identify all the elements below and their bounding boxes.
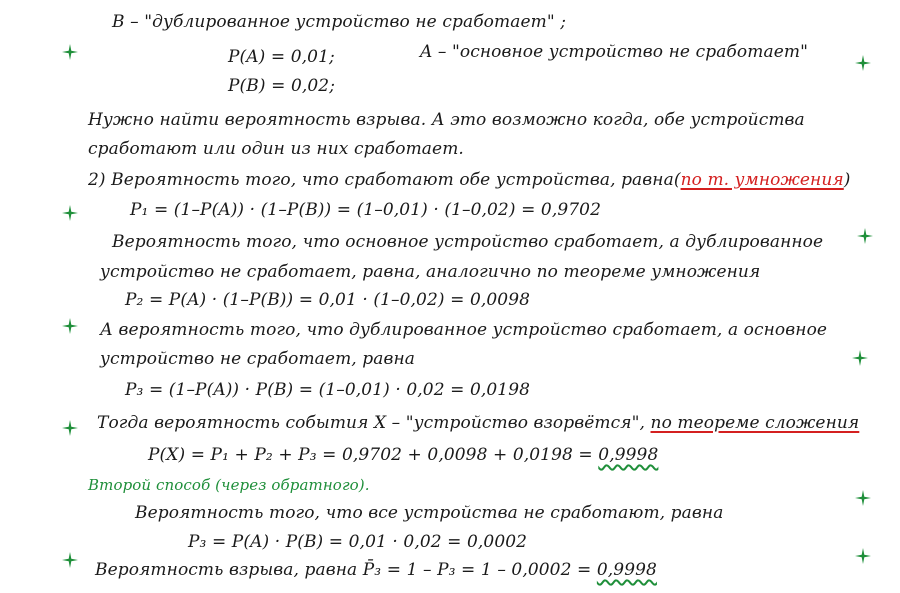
formula-p2: P₂ = P(A) · (1–P(B)) = 0,01 · (1–0,02) = 0,0098 bbox=[125, 290, 531, 310]
line-event-x bbox=[97, 413, 859, 433]
line-none-work: Вероятность того, что все устройства не сработают, равна bbox=[135, 503, 724, 523]
green-four-point-star-icon bbox=[62, 552, 78, 568]
line-dup-works: А вероятность того, что дублированное устройство сработает, а основное bbox=[100, 320, 828, 340]
formula-px bbox=[148, 445, 658, 465]
line-prob-b: P(B) = 0,02; bbox=[228, 76, 336, 96]
second-method-heading: Второй способ (через обратного). bbox=[88, 476, 370, 494]
line-main-works: Вероятность того, что основное устройство сработает, а дублированное bbox=[112, 232, 824, 252]
green-four-point-star-icon bbox=[62, 318, 78, 334]
multiplication-theorem-note: по т. умножения bbox=[680, 170, 844, 190]
green-four-point-star-icon bbox=[855, 548, 871, 564]
formula-p1: P₁ = (1–P(A)) · (1–P(B)) = (1–0,01) · (1–0,02) = 0,9702 bbox=[130, 200, 602, 220]
line-need-find-cont: сработают или один из них сработает. bbox=[88, 139, 464, 159]
green-four-point-star-icon bbox=[62, 205, 78, 221]
line-event-b: B – "дублированное устройство не сработает" ; bbox=[112, 12, 567, 32]
line-explosion-prob bbox=[95, 560, 657, 580]
line-dup-works-cont: устройство не сработает, равна bbox=[100, 349, 416, 369]
green-four-point-star-icon bbox=[855, 55, 871, 71]
green-four-point-star-icon bbox=[852, 350, 868, 366]
formula-px-text: P(X) = P₁ + P₂ + P₃ = 0,9702 + 0,0098 + 0,0198 = bbox=[148, 445, 599, 465]
line-prob-a: P(A) = 0,01; bbox=[228, 47, 335, 67]
green-four-point-star-icon bbox=[857, 228, 873, 244]
closing-paren: ) bbox=[843, 170, 851, 190]
line-both-work bbox=[88, 170, 851, 190]
line-need-find: Нужно найти вероятность взрыва. А это возможно когда, обе устройства bbox=[88, 110, 805, 130]
formula-p3: P₃ = (1–P(A)) · P(B) = (1–0,01) · 0,02 = 0,0198 bbox=[125, 380, 531, 400]
addition-theorem-note: по теореме сложения bbox=[650, 413, 860, 433]
line-explosion-prob-text: Вероятность взрыва, равна P̄₃ = 1 – P₃ = 1 – 0,0002 = bbox=[95, 560, 597, 580]
green-four-point-star-icon bbox=[62, 44, 78, 60]
line-both-work-text: 2) Вероятность того, что сработают обе устройства, равна( bbox=[88, 170, 681, 190]
green-four-point-star-icon bbox=[855, 490, 871, 506]
line-main-works-cont: устройство не сработает, равна, аналогично по теореме умножения bbox=[100, 262, 761, 282]
formula-p3-product: P₃ = P(A) · P(B) = 0,01 · 0,02 = 0,0002 bbox=[188, 532, 528, 552]
line-event-x-text: Тогда вероятность события X – "устройство взорвётся", bbox=[97, 413, 645, 433]
answer-px: 0,9998 bbox=[598, 445, 659, 465]
line-event-a: A – "основное устройство не сработает" bbox=[420, 42, 808, 62]
green-four-point-star-icon bbox=[62, 420, 78, 436]
answer-explosion: 0,9998 bbox=[596, 560, 657, 580]
